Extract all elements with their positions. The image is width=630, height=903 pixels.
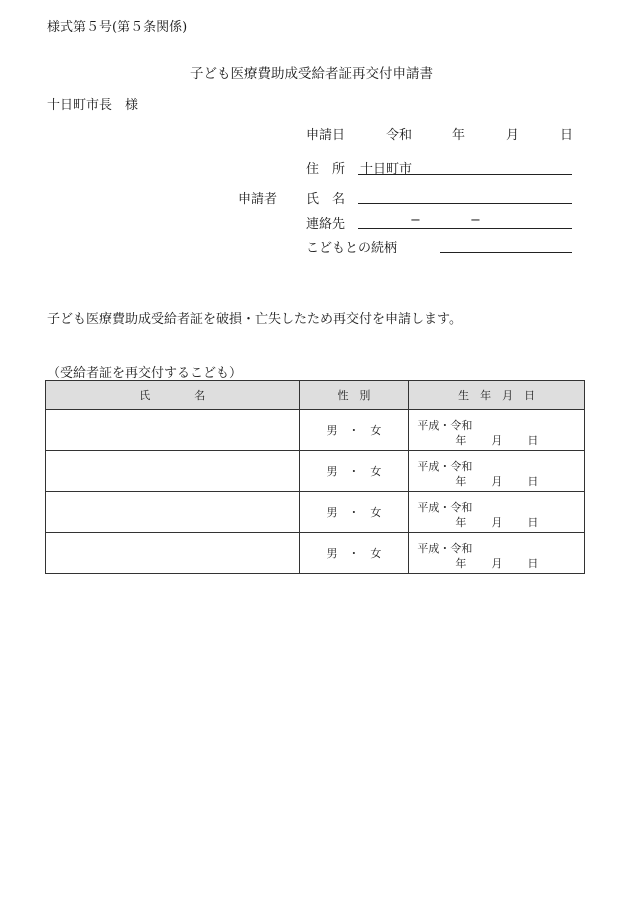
dob-month: 月 bbox=[491, 475, 503, 488]
name-field[interactable] bbox=[358, 203, 572, 204]
child-sex-cell[interactable]: 男 ・ 女 bbox=[299, 533, 409, 574]
applicant-group-label: 申請者 bbox=[238, 192, 278, 207]
dob-era: 平成・令和 bbox=[417, 542, 473, 555]
document-title: 子ども医療費助成受給者証再交付申請書 bbox=[190, 66, 433, 82]
phone-separator-1: − bbox=[410, 213, 421, 228]
table-row bbox=[46, 492, 585, 533]
child-dob-cell[interactable] bbox=[409, 492, 585, 533]
addressee: 十日町市長 様 bbox=[47, 98, 139, 113]
address-label: 住 所 bbox=[306, 162, 346, 177]
dob-year: 年 bbox=[455, 516, 467, 529]
child-name-cell[interactable] bbox=[46, 451, 300, 492]
application-statement: 子ども医療費助成受給者証を破損・亡失したため再交付を申請します。 bbox=[47, 312, 462, 327]
header-dob: 生 年 月 日 bbox=[409, 381, 585, 410]
application-date-label: 申請日 bbox=[306, 128, 346, 143]
dob-day: 日 bbox=[527, 516, 539, 529]
relationship-field[interactable] bbox=[440, 252, 572, 253]
table-row bbox=[46, 410, 585, 451]
child-name-cell[interactable] bbox=[46, 533, 300, 574]
child-sex-cell[interactable]: 男 ・ 女 bbox=[299, 451, 409, 492]
dob-era: 平成・令和 bbox=[417, 419, 473, 432]
child-sex-cell[interactable]: 男 ・ 女 bbox=[299, 410, 409, 451]
name-label: 氏 名 bbox=[306, 192, 346, 207]
dob-month: 月 bbox=[491, 557, 503, 570]
address-value[interactable]: 十日町市 bbox=[360, 162, 413, 177]
dob-day: 日 bbox=[527, 475, 539, 488]
relationship-label: こどもとの続柄 bbox=[306, 241, 398, 256]
phone-field[interactable] bbox=[358, 228, 572, 229]
address-underline bbox=[358, 174, 572, 175]
phone-separator-2: − bbox=[470, 213, 481, 228]
dob-day: 日 bbox=[527, 434, 539, 447]
application-date-era[interactable]: 令和 bbox=[386, 128, 413, 143]
child-dob-cell[interactable] bbox=[409, 533, 585, 574]
dob-year: 年 bbox=[455, 475, 467, 488]
child-dob-cell[interactable] bbox=[409, 451, 585, 492]
dob-month: 月 bbox=[491, 434, 503, 447]
header-name: 氏 名 bbox=[46, 381, 300, 410]
application-date-year[interactable]: 年 bbox=[452, 128, 466, 143]
child-dob-cell[interactable] bbox=[409, 410, 585, 451]
dob-year: 年 bbox=[455, 434, 467, 447]
dob-month: 月 bbox=[491, 516, 503, 529]
form-number: 様式第５号(第５条関係) bbox=[47, 20, 188, 35]
table-row bbox=[46, 451, 585, 492]
dob-year: 年 bbox=[455, 557, 467, 570]
table-row bbox=[46, 533, 585, 574]
child-name-cell[interactable] bbox=[46, 410, 300, 451]
application-date-day[interactable]: 日 bbox=[560, 128, 574, 143]
dob-era: 平成・令和 bbox=[417, 501, 473, 514]
table-caption: （受給者証を再交付するこども） bbox=[47, 366, 243, 381]
child-name-cell[interactable] bbox=[46, 492, 300, 533]
dob-era: 平成・令和 bbox=[417, 460, 473, 473]
header-sex: 性 別 bbox=[299, 381, 409, 410]
phone-label: 連絡先 bbox=[306, 217, 346, 232]
children-table bbox=[45, 380, 585, 574]
table-header-row bbox=[46, 381, 585, 410]
child-sex-cell[interactable]: 男 ・ 女 bbox=[299, 492, 409, 533]
dob-day: 日 bbox=[527, 557, 539, 570]
application-date-month[interactable]: 月 bbox=[506, 128, 520, 143]
